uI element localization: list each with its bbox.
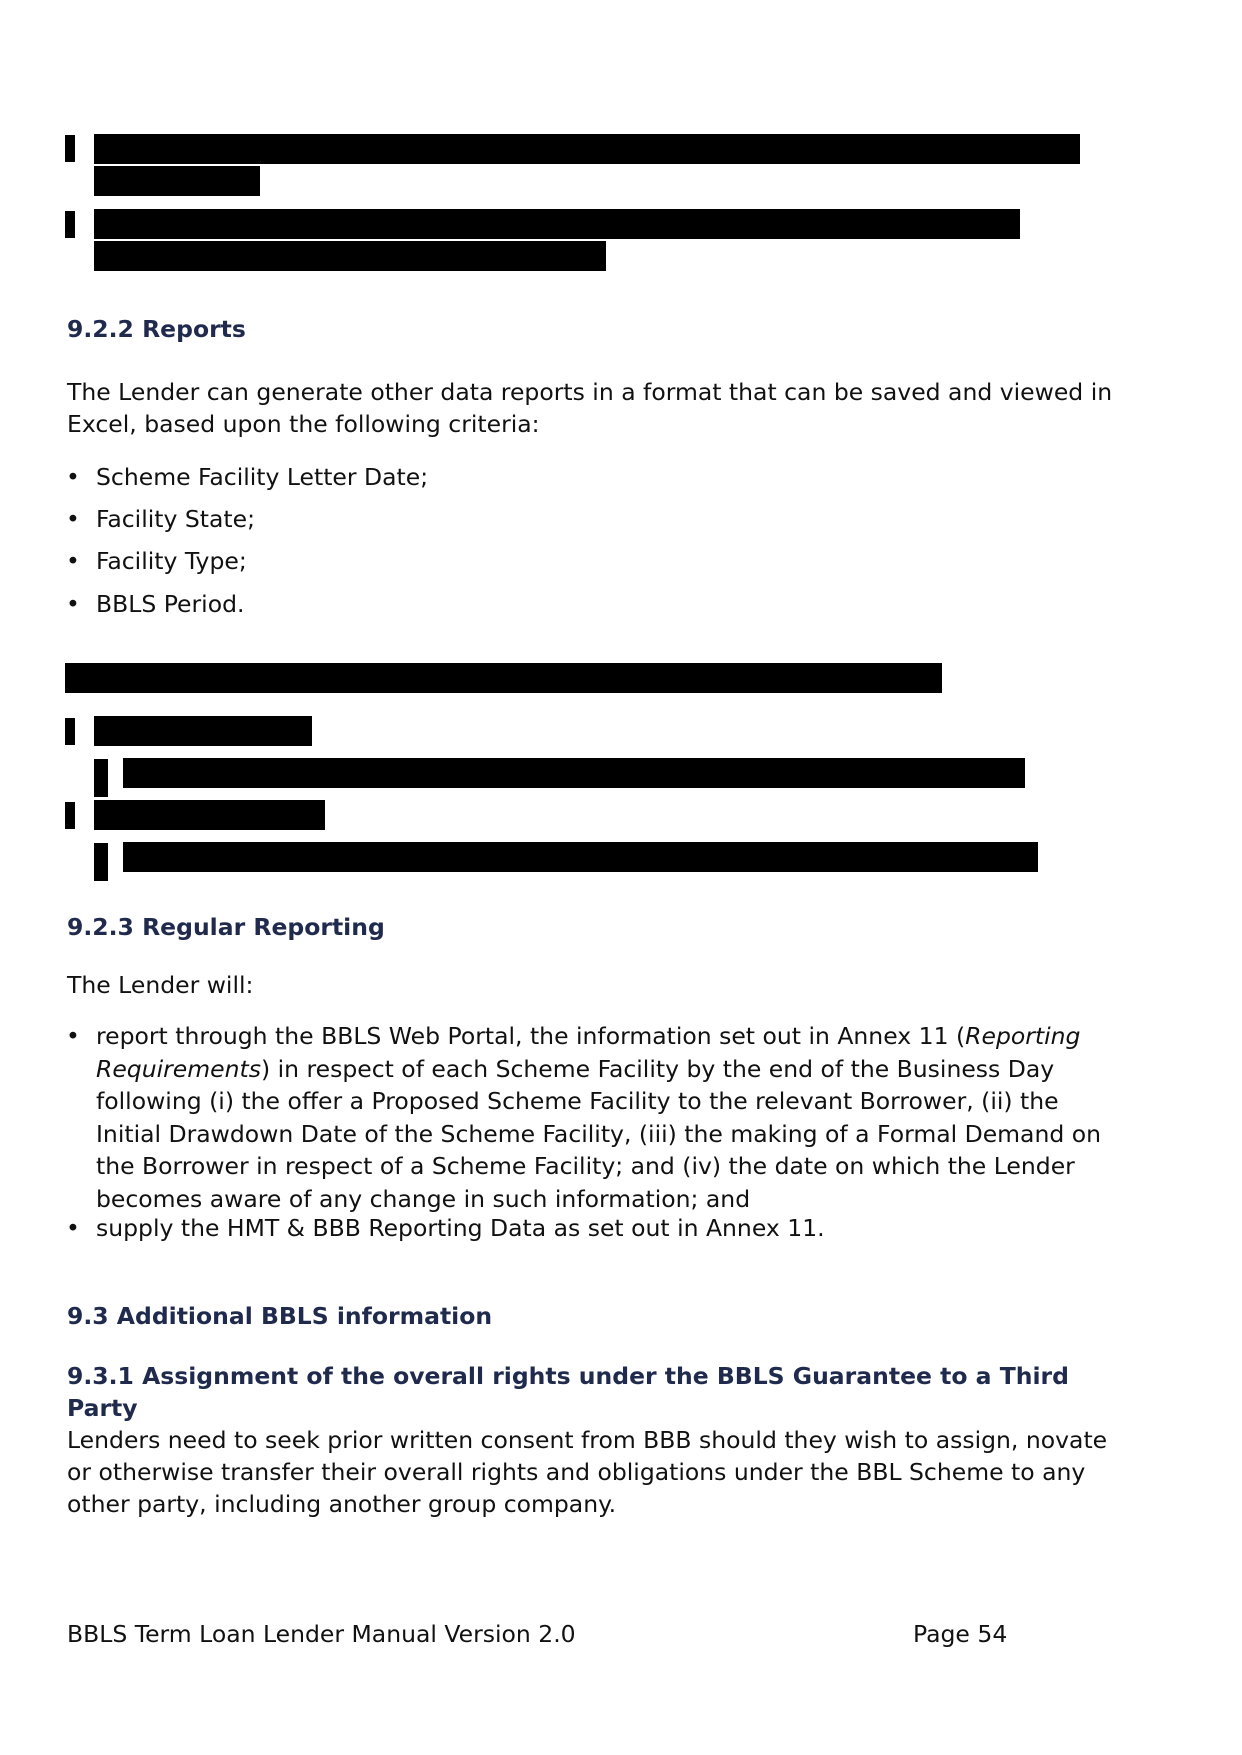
regular-reporting-intro: The Lender will: <box>67 971 254 999</box>
list-item <box>66 1020 1126 1215</box>
bullet-icon: • <box>66 590 80 618</box>
bullet-icon: • <box>66 505 80 533</box>
reports-intro-line-1: The Lender can generate other data reports in a format that can be saved and viewed in <box>67 378 1113 406</box>
redaction-bar <box>94 209 1020 239</box>
bullet-icon: • <box>66 547 80 575</box>
list-item <box>66 588 1126 621</box>
bullet-icon: • <box>66 1022 80 1050</box>
bullet-icon: • <box>66 463 80 491</box>
reports-intro-line-2: Excel, based upon the following criteria: <box>67 410 540 438</box>
section-heading-9-3: 9.3 Additional BBLS information <box>67 1302 493 1330</box>
redaction-bar <box>94 166 260 196</box>
footer-document-title: BBLS Term Loan Lender Manual Version 2.0 <box>67 1620 576 1648</box>
bullet-icon: • <box>66 1214 80 1242</box>
section-heading-9-2-2: 9.2.2 Reports <box>67 315 246 343</box>
redaction-bullet-marker <box>65 211 75 238</box>
redaction-bar <box>123 758 1025 788</box>
redaction-bar <box>94 241 606 271</box>
redaction-bar <box>65 663 942 693</box>
assignment-paragraph-line-3: other party, including another group company. <box>67 1490 617 1518</box>
redaction-bullet-marker <box>94 843 108 881</box>
redaction-bullet-marker <box>94 759 108 797</box>
redaction-bar <box>94 800 325 830</box>
reporting-data-text: supply the HMT & BBB Reporting Data as set out in Annex 11. <box>96 1214 825 1242</box>
assignment-paragraph-line-1: Lenders need to seek prior written consent from BBB should they wish to assign, novate <box>67 1426 1108 1454</box>
criteria-label: Facility Type; <box>96 547 247 575</box>
redaction-bullet-marker <box>65 802 75 829</box>
redaction-bullet-marker <box>65 718 75 745</box>
criteria-label: BBLS Period. <box>96 590 245 618</box>
redaction-bar <box>94 716 312 746</box>
section-heading-9-3-1-line-1: 9.3.1 Assignment of the overall rights under the BBLS Guarantee to a Third <box>67 1362 1069 1390</box>
list-item <box>66 461 1126 494</box>
section-heading-9-2-3: 9.2.3 Regular Reporting <box>67 913 385 941</box>
section-heading-9-3-1-line-2: Party <box>67 1394 138 1422</box>
footer-page-number: Page 54 <box>913 1620 1008 1648</box>
list-item <box>66 1212 1126 1245</box>
redaction-bar <box>123 842 1038 872</box>
list-item <box>66 545 1126 578</box>
redaction-bar <box>94 134 1080 164</box>
criteria-label: Scheme Facility Letter Date; <box>96 463 429 491</box>
reporting-obligation-text: report through the BBLS Web Portal, the information set out in Annex 11 (Reporting Requirements) in respect of each Scheme Facility by the end of the Business Day following (i) the offer a Proposed Scheme Facility to the relevant Borrower, (ii) the Initial Drawdown Date of the Scheme Facility, (iii) the making of a Formal Demand on the Borrower in respect of a Scheme Facility; and (iv) the date on which the Lender becomes aware of any change in such information; and <box>96 1022 1102 1213</box>
assignment-paragraph-line-2: or otherwise transfer their overall rights and obligations under the BBL Scheme to any <box>67 1458 1086 1486</box>
list-item <box>66 503 1126 536</box>
redaction-bullet-marker <box>65 135 75 162</box>
criteria-label: Facility State; <box>96 505 255 533</box>
